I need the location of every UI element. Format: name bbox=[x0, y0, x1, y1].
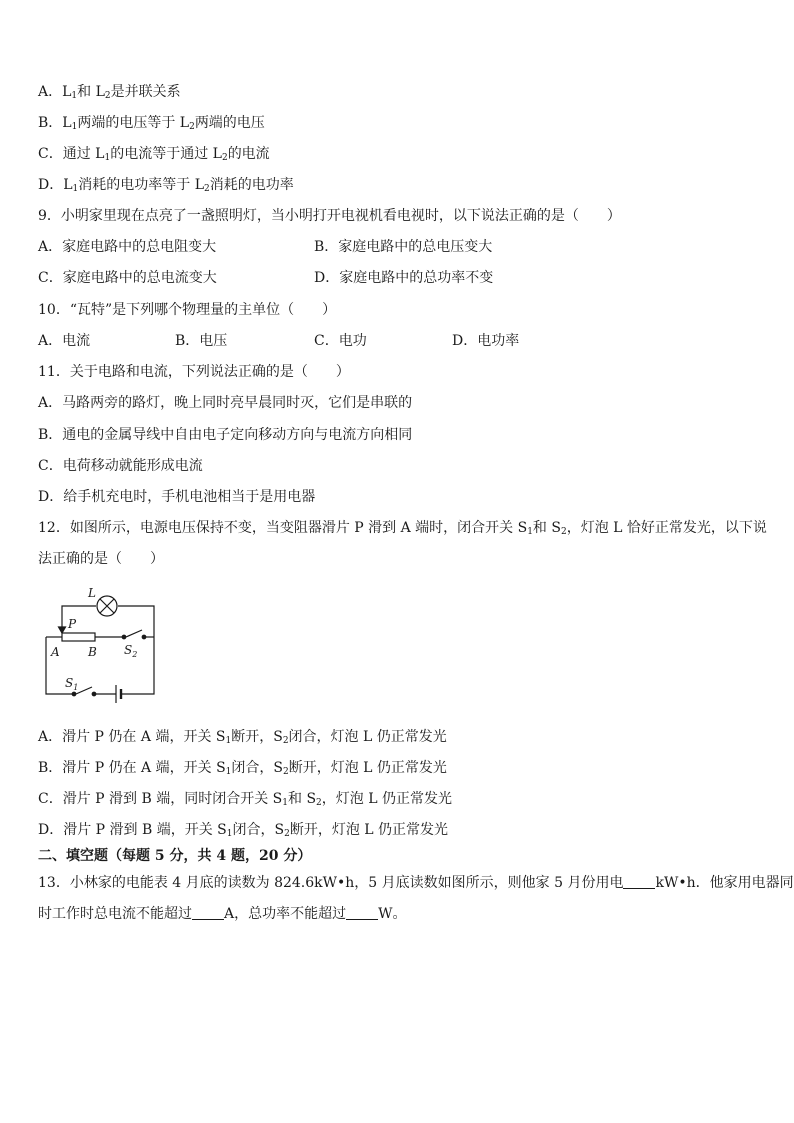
q10-option-b: B．电压 bbox=[175, 333, 228, 349]
q8-option-b: B．$L_1$两端的电压等于 $L_2$两端的电压 bbox=[38, 115, 265, 132]
q12-stem-line2: 法正确的是（ ） bbox=[38, 551, 164, 567]
q12-option-b: B．滑片 P 仍在 A 端，开关 $S_1$闭合，$S_2$断开，灯泡 L 仍正常发光 bbox=[38, 760, 447, 777]
q9-option-c: C．家庭电路中的总电流变大 bbox=[38, 270, 217, 286]
q10-option-c: C．电功 bbox=[314, 333, 367, 349]
q12-stem-line1: 12．如图所示，电源电压保持不变，当变阻器滑片 P 滑到 A 端时，闭合开关 $S_1$和 $S_2$，灯泡 L 恰好正常发光，以下说 bbox=[38, 520, 767, 537]
label-L: L bbox=[88, 586, 96, 600]
switch-s2 bbox=[126, 630, 142, 637]
q9-option-d: D．家庭电路中的总功率不变 bbox=[314, 270, 494, 286]
q12-option-a: A．滑片 P 仍在 A 端，开关 $S_1$断开，$S_2$闭合，灯泡 L 仍正常发光 bbox=[38, 729, 447, 746]
q10-stem: 10．“瓦特”是下列哪个物理量的主单位（ ） bbox=[38, 302, 337, 318]
q9-option-a: A．家庭电路中的总电阻变大 bbox=[38, 239, 217, 255]
q10-option-a: A．电流 bbox=[38, 333, 91, 349]
q8-option-c: C．通过 $L_1$的电流等于通过 $L_2$的电流 bbox=[38, 146, 270, 163]
q11-option-d: D．给手机充电时，手机电池相当于是用电器 bbox=[38, 489, 316, 505]
label-S2: $S_2$ bbox=[124, 643, 138, 659]
q13-line1: 13．小林家的电能表 4 月底的读数为 824.6kW•h，5 月底读数如图所示，则他家 5 月份用电 kW•h．他家用电器同 bbox=[38, 875, 794, 891]
switch-s1 bbox=[76, 687, 92, 694]
label-P: P bbox=[68, 617, 77, 631]
label-A: A bbox=[51, 645, 60, 659]
q8-option-a: A．$L_1$和 $L_2$是并联关系 bbox=[38, 84, 181, 101]
q13-line2: 时工作时总电流不能超过 A，总功率不能超过 W。 bbox=[38, 906, 407, 922]
q12-option-d: D．滑片 P 滑到 B 端，开关 $S_1$闭合，$S_2$断开，灯泡 L 仍正常发光 bbox=[38, 822, 449, 839]
section-title-fill-in: 二、填空题（每题 5 分，共 4 题，20 分） bbox=[38, 848, 312, 864]
q11-option-c: C．电荷移动就能形成电流 bbox=[38, 458, 203, 474]
circuit-diagram bbox=[38, 582, 163, 704]
label-B: B bbox=[88, 645, 97, 659]
q9-option-b: B．家庭电路中的总电压变大 bbox=[314, 239, 493, 255]
q11-stem: 11．关于电路和电流，下列说法正确的是（ ） bbox=[38, 364, 350, 380]
q8-option-d: D．$L_1$消耗的电功率等于 $L_2$消耗的电功率 bbox=[38, 177, 294, 194]
rheostat bbox=[62, 633, 95, 641]
q12-option-c: C．滑片 P 滑到 B 端，同时闭合开关 $S_1$和 $S_2$，灯泡 L 仍正常发光 bbox=[38, 791, 452, 808]
q11-option-a: A．马路两旁的路灯，晚上同时亮早晨同时灭，它们是串联的 bbox=[38, 395, 413, 411]
q10-option-d: D．电功率 bbox=[452, 333, 520, 349]
answer-blank-3[interactable] bbox=[346, 905, 378, 920]
answer-blank-2[interactable] bbox=[192, 905, 224, 920]
answer-blank-1[interactable] bbox=[623, 874, 655, 889]
label-S1: $S_1$ bbox=[65, 676, 79, 692]
q9-stem: 9．小明家里现在点亮了一盏照明灯，当小明打开电视机看电视时，以下说法正确的是（ ） bbox=[38, 208, 621, 224]
q11-option-b: B．通电的金属导线中自由电子定向移动方向与电流方向相同 bbox=[38, 427, 413, 443]
